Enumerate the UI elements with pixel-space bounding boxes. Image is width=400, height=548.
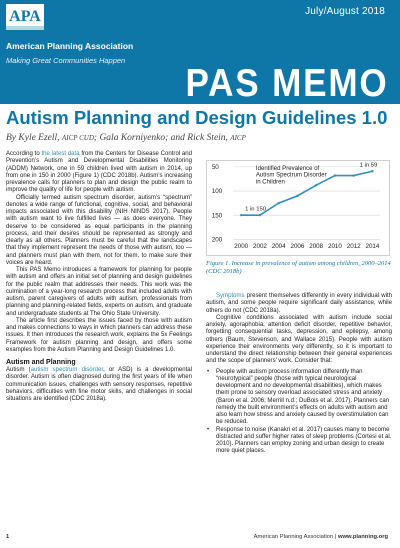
- org-name: American Planning Association: [6, 41, 134, 51]
- data-point: [278, 202, 280, 204]
- article-title: Autism Planning and Design Guidelines 1.0: [6, 107, 388, 128]
- x-tick-label: 2008: [309, 243, 324, 251]
- autism-spectrum-disorder-link[interactable]: autism spectrum disorder: [30, 367, 104, 373]
- data-point: [371, 170, 373, 172]
- right-column: [206, 293, 392, 456]
- body-paragraph-4: The article first describes the issues faced by those with autism and makes connections to ways in which planners can address these issues. It then introduces the research work, explains the 5x Feelings Framework for autism planning and design, and offers some examples from the Autism Planning and Design Guidelines 1.0.: [6, 317, 192, 353]
- series-title: PAS MEMO: [185, 62, 388, 105]
- issue-date: July/August 2018: [305, 6, 385, 17]
- article-byline: [6, 133, 246, 143]
- y-tick-label: 150: [211, 212, 223, 220]
- p5-text-rest: , or ASD) is a developmental disorder. Autism is often diagnosed during the first years of life when communication issues, challenges with sensory responses, repetitive behaviors, difficulties with fine motor skills, and challenges in social situations are identified (CDC 2018a).: [6, 367, 192, 402]
- list-item: • People with autism process information differently than “neurotypical” people (those with typical neurological development and no developmental disabilities), which makes them prone to sensory overload associated stress and anxiety (Baron et al. 2006; Merrill n.d.; DuBois et al. 2017). Planners can remedy the built environment’s effects on adults with autism and also learn how stress and anxiety caused by overstimulation can be reduced.: [206, 369, 392, 427]
- intro-paragraph: [6, 151, 192, 195]
- chart-y-ticks: [212, 164, 223, 243]
- data-point: [296, 195, 298, 197]
- chart-annotation-end: 1 in 59: [359, 162, 378, 169]
- byline-author-1: By Kyle Ezell,: [6, 133, 60, 143]
- page-number: 1: [6, 534, 10, 540]
- section-heading: Autism and Planning: [6, 359, 76, 366]
- y-tick-label: 50: [211, 164, 219, 172]
- latest-data-link[interactable]: the latest data: [41, 151, 80, 157]
- x-tick-label: 2014: [365, 243, 380, 251]
- svg-text:APA: APA: [9, 8, 41, 25]
- byline-authors-2-3: ; Gala Korniyenko; and Rick Stein,: [93, 133, 228, 143]
- data-point: [334, 174, 336, 176]
- body-paragraph-2: Officially termed autism spectrum disorder, autism’s “spectrum” denotes a wide range of functional, cognitive, social, and behavioral impacts associated with this disability (NIH NINDS 2017). People with autism want to live fulfilled lives — as does everyone. They deserve to be considered as equal participants in the planning process, and their desires should be represented as strongly and clearly as all others. Planners must be careful that the landscapes that they implement represent the needs of those with autism, too — and planners must plan with them, not for them, to make sure their voices are heard.: [6, 194, 192, 266]
- masthead: [0, 0, 400, 104]
- y-tick-label: 100: [211, 188, 223, 196]
- symptoms-text: present themselves differently in every individual with autism, and some people require significant daily assistance, while others do not (CDC 2018a).: [206, 293, 392, 314]
- org-tagline: Making Great Communities Happen: [6, 56, 126, 65]
- byline-credential-3: AICP: [230, 134, 246, 142]
- data-point: [315, 184, 317, 186]
- x-tick-label: 2012: [346, 243, 361, 251]
- footer-publisher: [254, 534, 388, 540]
- x-tick-label: 2010: [327, 243, 342, 251]
- p5-text-start: Autism (: [6, 367, 31, 373]
- intro-text-start: According to: [6, 151, 42, 157]
- body-paragraph-3: This PAS Memo introduces a framework for planning for people with autism and offers an initial set of planning and design guidelines for the public realm that addresses their needs. This work was the culmination of a year-long research process that included adults with autism, parent caregivers of adults with autism, professionals from planning and planning-related fields, experts on autism, and graduate and undergraduate students at The Ohio State University.: [6, 267, 192, 317]
- list-item: • Response to noise (Kanakri et al. 2017) causes many to become distracted and suffer higher rates of sleep problems (Cortesi et al. 2010). Planners can employ zoning and urban design to create more quiet places.: [206, 427, 392, 456]
- figure-caption: Figure 1. Increase in prevalence of autism among children, 2000–2014 (CDC 2018b): [206, 260, 391, 275]
- cognitive-paragraph: Cognitive conditions associated with autism include social anxiety, agoraphobia, attention deficit disorder, repetitive behavior, forgetting consequential tasks, depression, and epilepsy, among others (Baum, Stevenson, and Wallace 2015). People with autism experience their environments very differently, so it is important to understand the direct relationship between their general experiences and the scope of planners’ work. Consider that:: [206, 314, 392, 365]
- chart-annotation-start: 1 in 150: [245, 206, 266, 213]
- page-footer: [6, 534, 388, 544]
- symptoms-link[interactable]: Symptoms: [216, 293, 245, 299]
- chart-x-ticks: [234, 243, 380, 250]
- x-tick-label: 2006: [290, 243, 305, 251]
- data-point: [259, 214, 261, 216]
- footer-publisher-name: American Planning Association |: [253, 534, 338, 540]
- x-tick-label: 2000: [234, 243, 249, 251]
- footer-url: www.planning.org: [337, 534, 388, 540]
- x-tick-label: 2002: [252, 243, 267, 251]
- data-point: [352, 174, 354, 176]
- prevalence-chart: [206, 160, 390, 256]
- considerations-list: [206, 369, 392, 456]
- intro-text-rest: from the Centers for Disease Control and Prevention’s Autism and Developmental Disabilities Monitoring (ADDM) Network, one in 59 children lived with autism in 2014, up from one in 150 in 2000 (Figure 1) (CDC 2018b). Autism’s increasing prevalence calls for planners to plan and design the public realm to improve the quality of life for people with autism.: [6, 151, 192, 194]
- left-column: [6, 151, 192, 403]
- data-point: [240, 214, 242, 216]
- body-paragraph-5: [6, 367, 192, 403]
- symptoms-paragraph: [206, 293, 392, 315]
- x-tick-label: 2004: [271, 243, 286, 251]
- byline-credential-1: AICP CUD: [61, 134, 94, 142]
- y-tick-label: 200: [211, 236, 223, 244]
- chart-title: Identified Prevalence of Autism Spectrum Disorder in Children: [255, 165, 327, 186]
- apa-logo: [6, 4, 44, 30]
